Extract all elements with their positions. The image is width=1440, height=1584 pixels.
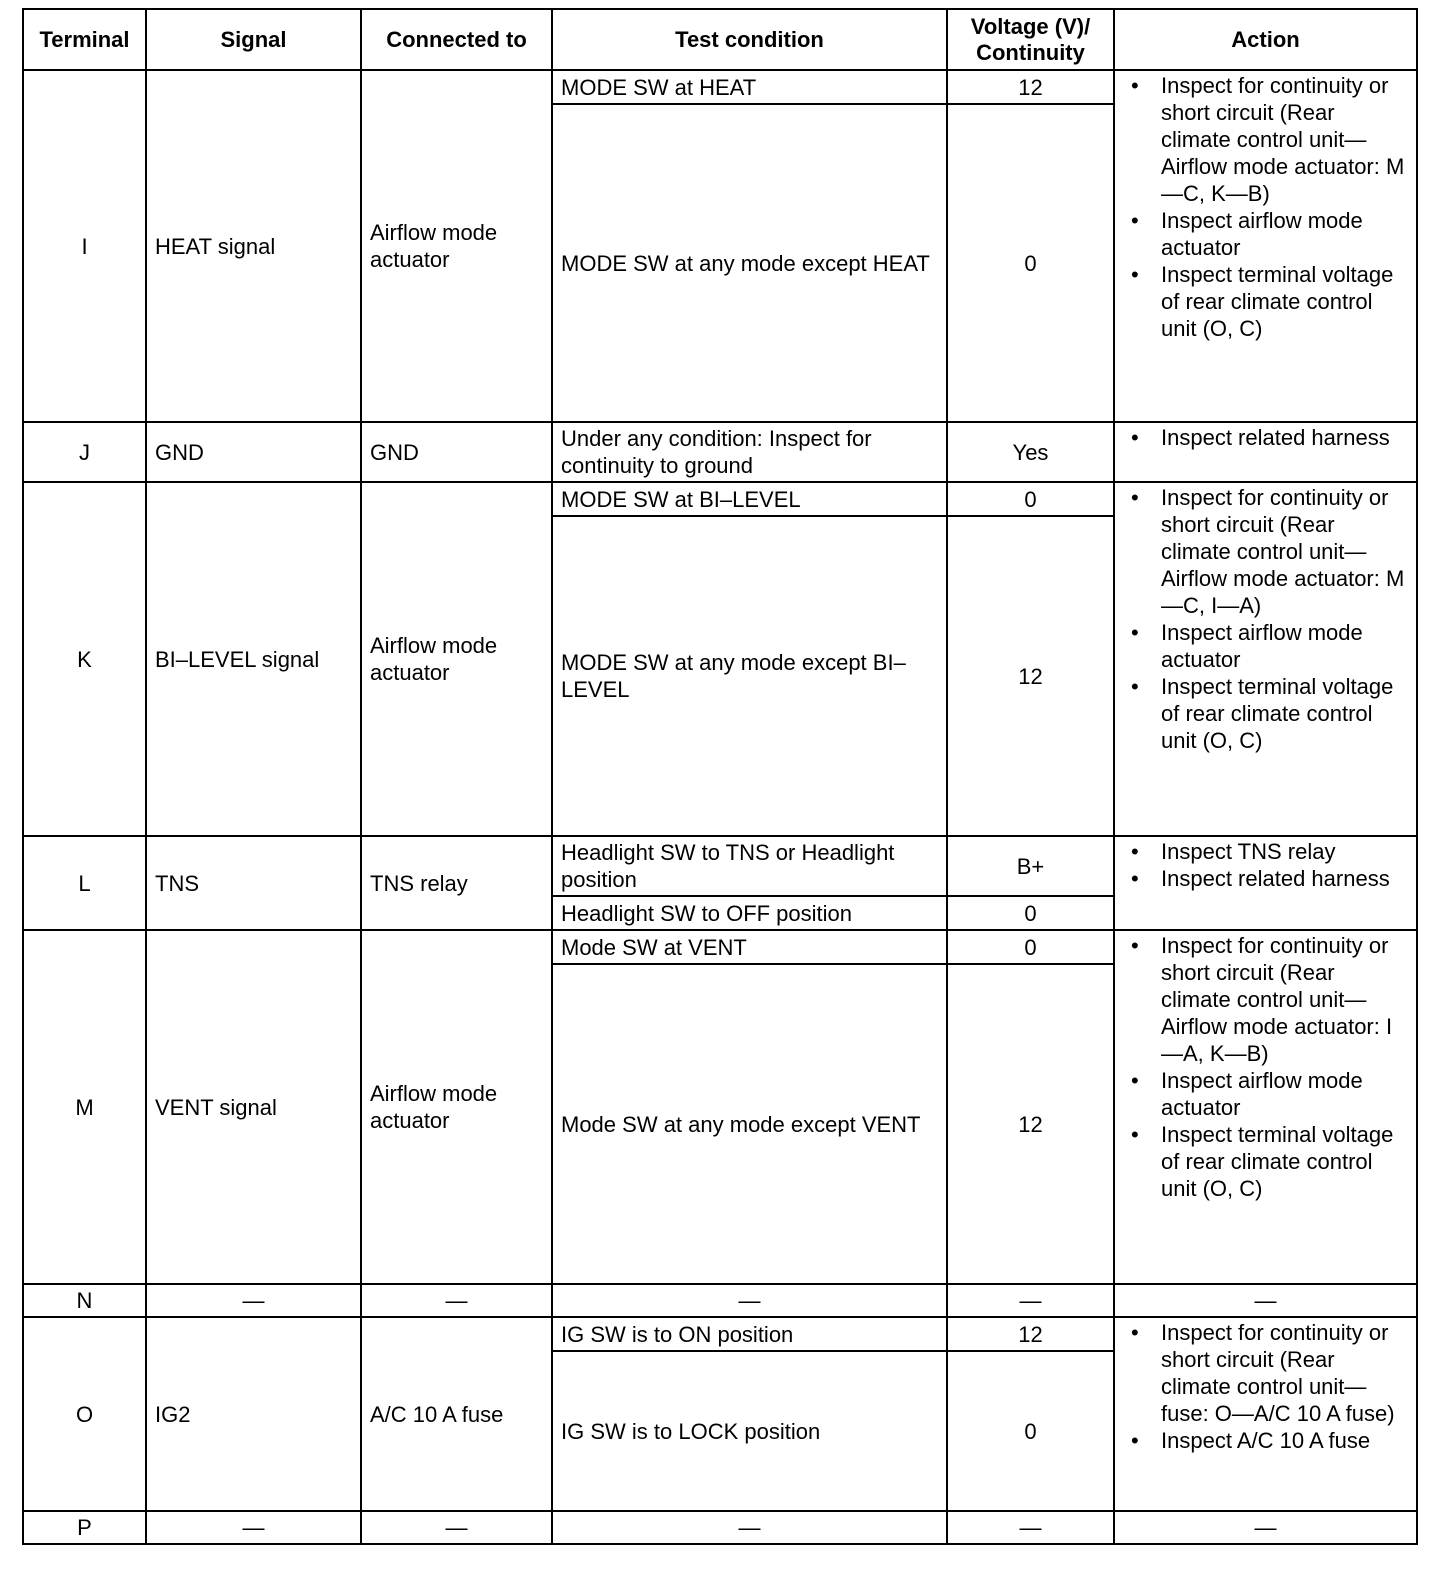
voltage-cell: 12: [947, 516, 1114, 836]
action-item: • Inspect airflow mode actuator: [1161, 619, 1408, 673]
voltage-cell: —: [947, 1511, 1114, 1544]
table-row-terminal-j: [23, 422, 1417, 482]
signal-cell: HEAT signal: [146, 70, 361, 422]
action-item: • Inspect for continuity or short circuit (Rear climate control unit—Airflow mode actuator: I—A, K—B): [1161, 932, 1408, 1067]
header-signal: Signal: [146, 9, 361, 70]
test-condition-cell: Mode SW at any mode except VENT: [552, 964, 947, 1284]
table-row-terminal-p: [23, 1511, 1417, 1544]
test-condition-cell: MODE SW at BI–LEVEL: [552, 482, 947, 516]
header-voltage-line2: Continuity: [976, 39, 1085, 65]
action-item: • Inspect related harness: [1161, 865, 1408, 892]
terminal-inspection-table: [22, 8, 1418, 1545]
voltage-cell: B+: [947, 836, 1114, 896]
action-item: • Inspect for continuity or short circuit (Rear climate control unit—Airflow mode actuator: M—C, I—A): [1161, 484, 1408, 619]
action-cell: [1114, 482, 1417, 836]
header-row: [23, 9, 1417, 70]
action-cell: [1114, 930, 1417, 1284]
connected-to-cell: Airflow mode actuator: [361, 70, 552, 422]
connected-to-cell: —: [361, 1284, 552, 1317]
action-item: • Inspect terminal voltage of rear climate control unit (O, C): [1161, 261, 1408, 342]
connected-to-cell: A/C 10 A fuse: [361, 1317, 552, 1511]
voltage-cell: 12: [947, 964, 1114, 1284]
terminal-cell: J: [23, 422, 146, 482]
voltage-cell: 12: [947, 1317, 1114, 1351]
connected-to-cell: TNS relay: [361, 836, 552, 930]
test-condition-cell: —: [552, 1511, 947, 1544]
action-item: • Inspect airflow mode actuator: [1161, 207, 1408, 261]
test-condition-cell: IG SW is to LOCK position: [552, 1351, 947, 1511]
action-list: [1123, 932, 1408, 1202]
signal-cell: —: [146, 1511, 361, 1544]
voltage-cell: 0: [947, 1351, 1114, 1511]
voltage-cell: —: [947, 1284, 1114, 1317]
voltage-cell: 0: [947, 930, 1114, 964]
table-row-terminal-m: [23, 930, 1417, 964]
test-condition-cell: MODE SW at HEAT: [552, 70, 947, 104]
action-cell: —: [1114, 1511, 1417, 1544]
action-item: • Inspect related harness: [1161, 424, 1408, 451]
signal-cell: VENT signal: [146, 930, 361, 1284]
terminal-cell: O: [23, 1317, 146, 1511]
signal-cell: IG2: [146, 1317, 361, 1511]
voltage-cell: 0: [947, 482, 1114, 516]
terminal-cell: L: [23, 836, 146, 930]
terminal-cell: M: [23, 930, 146, 1284]
action-cell: [1114, 422, 1417, 482]
signal-cell: BI–LEVEL signal: [146, 482, 361, 836]
header-voltage: [947, 9, 1114, 70]
action-cell: —: [1114, 1284, 1417, 1317]
terminal-cell: I: [23, 70, 146, 422]
terminal-cell: P: [23, 1511, 146, 1544]
terminal-cell: N: [23, 1284, 146, 1317]
signal-cell: —: [146, 1284, 361, 1317]
voltage-cell: 0: [947, 896, 1114, 930]
header-terminal: Terminal: [23, 9, 146, 70]
connected-to-cell: —: [361, 1511, 552, 1544]
header-test-condition: Test condition: [552, 9, 947, 70]
header-action: Action: [1114, 9, 1417, 70]
table-row-terminal-i: [23, 70, 1417, 104]
connected-to-cell: Airflow mode actuator: [361, 482, 552, 836]
action-item: • Inspect terminal voltage of rear climate control unit (O, C): [1161, 1121, 1408, 1202]
terminal-cell: K: [23, 482, 146, 836]
test-condition-cell: Under any condition: Inspect for continuity to ground: [552, 422, 947, 482]
test-condition-cell: —: [552, 1284, 947, 1317]
voltage-cell: 12: [947, 70, 1114, 104]
action-item: • Inspect TNS relay: [1161, 838, 1408, 865]
test-condition-cell: Headlight SW to TNS or Headlight position: [552, 836, 947, 896]
table-row-terminal-k: [23, 482, 1417, 516]
action-item: • Inspect for continuity or short circuit (Rear climate control unit—Airflow mode actuator: M—C, K—B): [1161, 72, 1408, 207]
header-voltage-line1: Voltage (V)/: [970, 13, 1091, 39]
table-row-terminal-n: [23, 1284, 1417, 1317]
voltage-cell: 0: [947, 104, 1114, 422]
signal-cell: GND: [146, 422, 361, 482]
action-list: [1123, 1319, 1408, 1454]
action-item: • Inspect terminal voltage of rear climate control unit (O, C): [1161, 673, 1408, 754]
action-item: • Inspect for continuity or short circuit (Rear climate control unit—fuse: O—A/C 10 A fuse): [1161, 1319, 1408, 1427]
test-condition-cell: IG SW is to ON position: [552, 1317, 947, 1351]
action-item: • Inspect A/C 10 A fuse: [1161, 1427, 1408, 1454]
action-cell: [1114, 70, 1417, 422]
signal-cell: TNS: [146, 836, 361, 930]
test-condition-cell: Mode SW at VENT: [552, 930, 947, 964]
voltage-cell: Yes: [947, 422, 1114, 482]
test-condition-cell: Headlight SW to OFF position: [552, 896, 947, 930]
action-cell: [1114, 1317, 1417, 1511]
action-cell: [1114, 836, 1417, 930]
action-list: [1123, 484, 1408, 754]
table-row-terminal-l: [23, 836, 1417, 896]
action-list: [1123, 72, 1408, 342]
action-list: [1123, 424, 1408, 451]
test-condition-cell: MODE SW at any mode except HEAT: [552, 104, 947, 422]
test-condition-cell: MODE SW at any mode except BI–LEVEL: [552, 516, 947, 836]
connected-to-cell: GND: [361, 422, 552, 482]
action-list: [1123, 838, 1408, 892]
header-connected-to: Connected to: [361, 9, 552, 70]
action-item: • Inspect airflow mode actuator: [1161, 1067, 1408, 1121]
connected-to-cell: Airflow mode actuator: [361, 930, 552, 1284]
table-row-terminal-o: [23, 1317, 1417, 1351]
